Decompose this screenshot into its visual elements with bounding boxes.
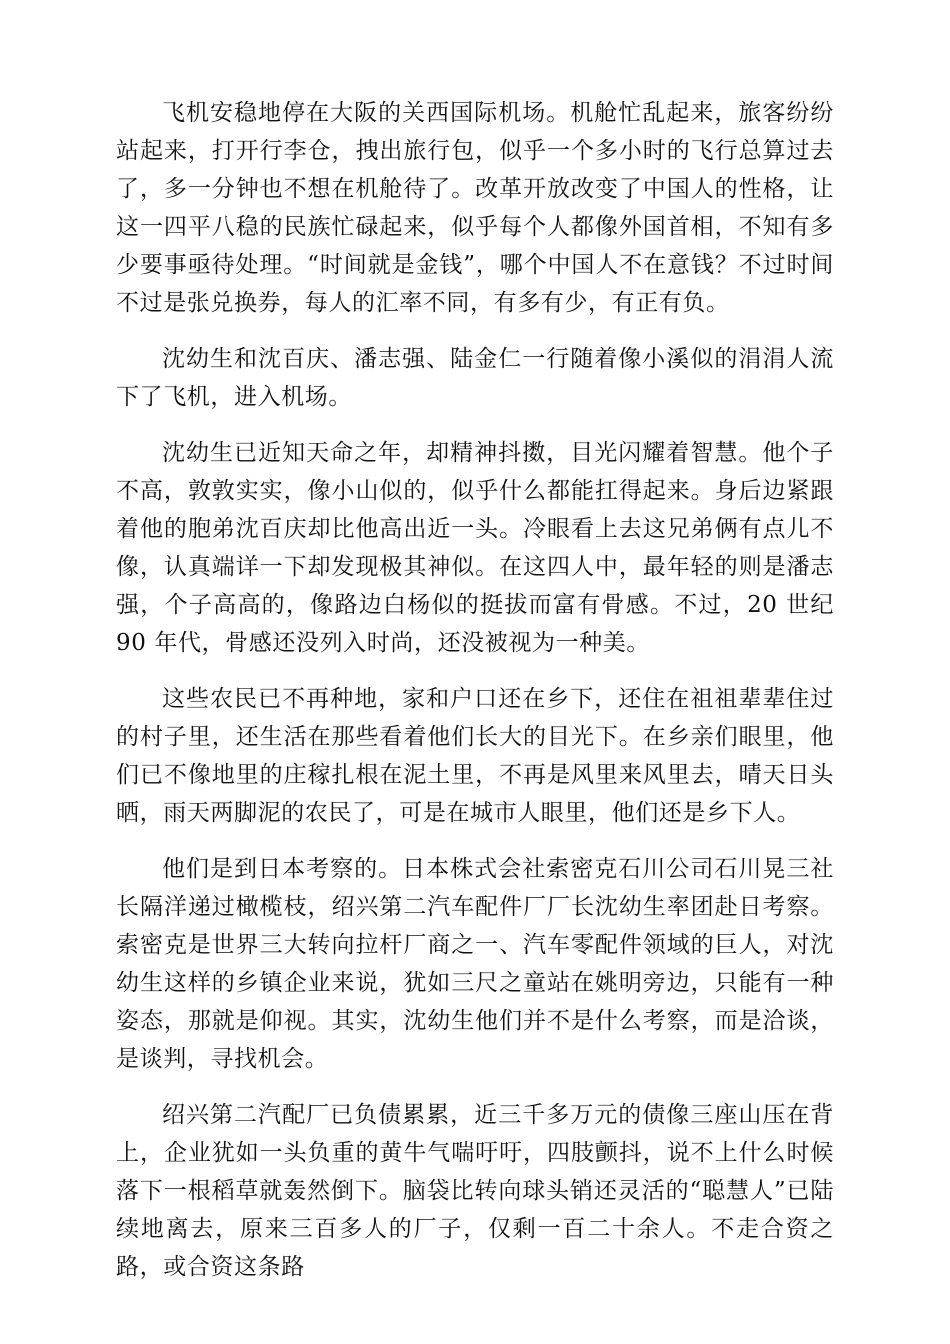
paragraph-2: 沈幼生和沈百庆、潘志强、陆金仁一行随着像小溪似的涓涓人流下了飞机，进入机场。 — [116, 346, 834, 410]
paragraph-3: 沈幼生已近知天命之年，却精神抖擞，目光闪耀着智慧。他个子不高，敦敦实实，像小山似的，似乎什么都能扛得起来。身后边紧跟着他的胞弟沈百庆却比他高出近一头。冷眼看上去这兄弟俩有点儿不像，认真端详一下却发现极其神似。在这四人中，最年轻的则是潘志强，个子高高的，像路边白杨似的挺拔而富有骨感。不过，20 世纪 90 年代，骨感还没列入时尚，还没被视为一种美。 — [116, 440, 834, 656]
paragraph-5: 他们是到日本考察的。日本株式会社索密克石川公司石川晃三社长隔洋递过橄榄枝，绍兴第二汽车配件厂厂长沈幼生率团赴日考察。索密克是世界三大转向拉杆厂商之一、汽车零配件领域的巨人，对沈幼生这样的乡镇企业来说，犹如三尺之童站在姚明旁边，只能有一种姿态，那就是仰视。其实，沈幼生他们并不是什么考察，而是洽谈，是谈判，寻找机会。 — [116, 856, 834, 1072]
document-page — [116, 94, 834, 1304]
paragraph-6: 绍兴第二汽配厂已负债累累，近三千多万元的债像三座山压在背上，企业犹如一头负重的黄牛气喘吁吁，四肢颤抖，说不上什么时候落下一根稻草就轰然倒下。脑袋比转向球头销还灵活的“聪慧人”已陆续地离去，原来三百多人的厂子，仅剩一百二十余人。不走合资之路，或合资这条路 — [116, 1102, 834, 1280]
paragraph-1: 飞机安稳地停在大阪的关西国际机场。机舱忙乱起来，旅客纷纷站起来，打开行李仓，拽出旅行包，似乎一个多小时的飞行总算过去了，多一分钟也不想在机舱待了。改革开放改变了中国人的性格，让这一四平八稳的民族忙碌起来，似乎每个人都像外国首相，不知有多少要事亟待处理。“时间就是金钱”，哪个中国人不在意钱？不过时间不过是张兑换券，每人的汇率不同，有多有少，有正有负。 — [116, 100, 834, 316]
paragraph-4: 这些农民已不再种地，家和户口还在乡下，还住在祖祖辈辈住过的村子里，还生活在那些看着他们长大的目光下。在乡亲们眼里，他们已不像地里的庄稼扎根在泥土里，不再是风里来风里去，晴天日头晒，雨天两脚泥的农民了，可是在城市人眼里，他们还是乡下人。 — [116, 686, 834, 826]
